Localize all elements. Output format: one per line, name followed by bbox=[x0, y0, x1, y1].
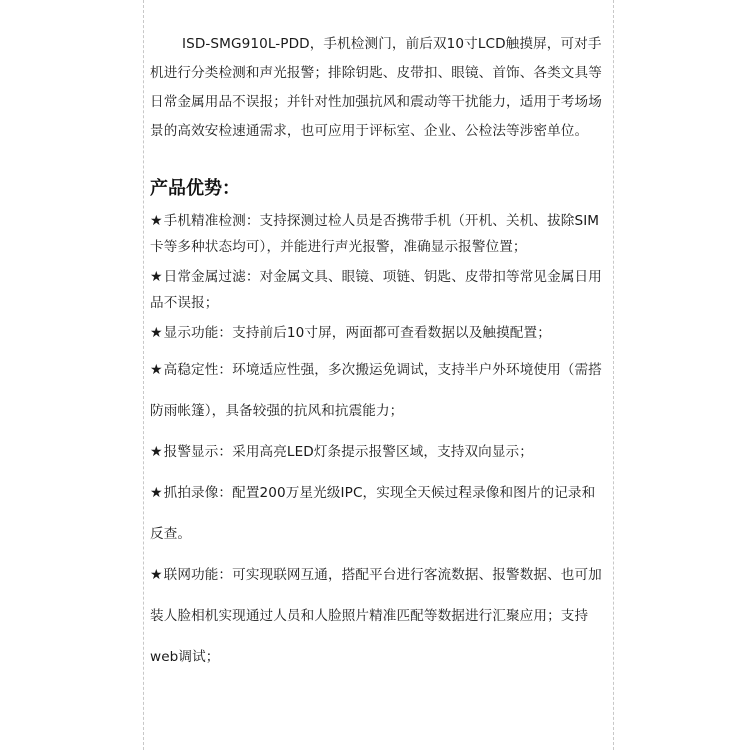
feature-item bbox=[150, 555, 608, 678]
feature-list bbox=[150, 208, 608, 678]
feature-text: 报警显示：采用高亮LED灯条提示报警区域，支持双向显示； bbox=[163, 444, 533, 460]
feature-item bbox=[150, 264, 608, 316]
left-dashed-border bbox=[143, 0, 144, 750]
feature-text: 手机精准检测：支持探测过检人员是否携带手机（开机、关机、拔除SIM卡等多种状态均可），并能进行声光报警，准确显示报警位置； bbox=[150, 213, 600, 255]
feature-item bbox=[150, 432, 608, 473]
document-content bbox=[150, 30, 608, 678]
star-icon: ★ bbox=[150, 485, 163, 501]
star-icon: ★ bbox=[150, 213, 163, 229]
feature-text: 联网功能：可实现联网互通，搭配平台进行客流数据、报警数据、也可加装人脸相机实现通过人员和人脸照片精准匹配等数据进行汇聚应用；支持web调试； bbox=[150, 567, 602, 665]
feature-item bbox=[150, 473, 608, 555]
star-icon: ★ bbox=[150, 325, 163, 341]
feature-item bbox=[150, 320, 608, 346]
intro-paragraph: ISD-SMG910L-PDD，手机检测门，前后双10寸LCD触摸屏，可对手机进行分类检测和声光报警；排除钥匙、皮带扣、眼镜、首饰、各类文具等日常金属用品不误报；并针对性加强抗风和震动等干扰能力，适用于考场场景的高效安检速通需求，也可应用于评标室、企业、公检法等涉密单位。 bbox=[150, 36, 602, 139]
section-heading: 产品优势： bbox=[150, 178, 240, 199]
star-icon: ★ bbox=[150, 269, 163, 285]
feature-text: 抓拍录像：配置200万星光级IPC，实现全天候过程录像和图片的记录和反查。 bbox=[150, 485, 596, 542]
feature-text: 高稳定性：环境适应性强，多次搬运免调试，支持半户外环境使用（需搭防雨帐篷），具备较强的抗风和抗震能力； bbox=[150, 362, 602, 419]
star-icon: ★ bbox=[150, 444, 163, 460]
feature-item bbox=[150, 350, 608, 432]
feature-text: 显示功能：支持前后10寸屏，两面都可查看数据以及触摸配置； bbox=[163, 325, 551, 341]
star-icon: ★ bbox=[150, 567, 163, 583]
right-dashed-border bbox=[613, 0, 614, 750]
feature-item bbox=[150, 208, 608, 260]
feature-text: 日常金属过滤：对金属文具、眼镜、项链、钥匙、皮带扣等常见金属日用品不误报； bbox=[150, 269, 602, 311]
star-icon: ★ bbox=[150, 362, 163, 378]
